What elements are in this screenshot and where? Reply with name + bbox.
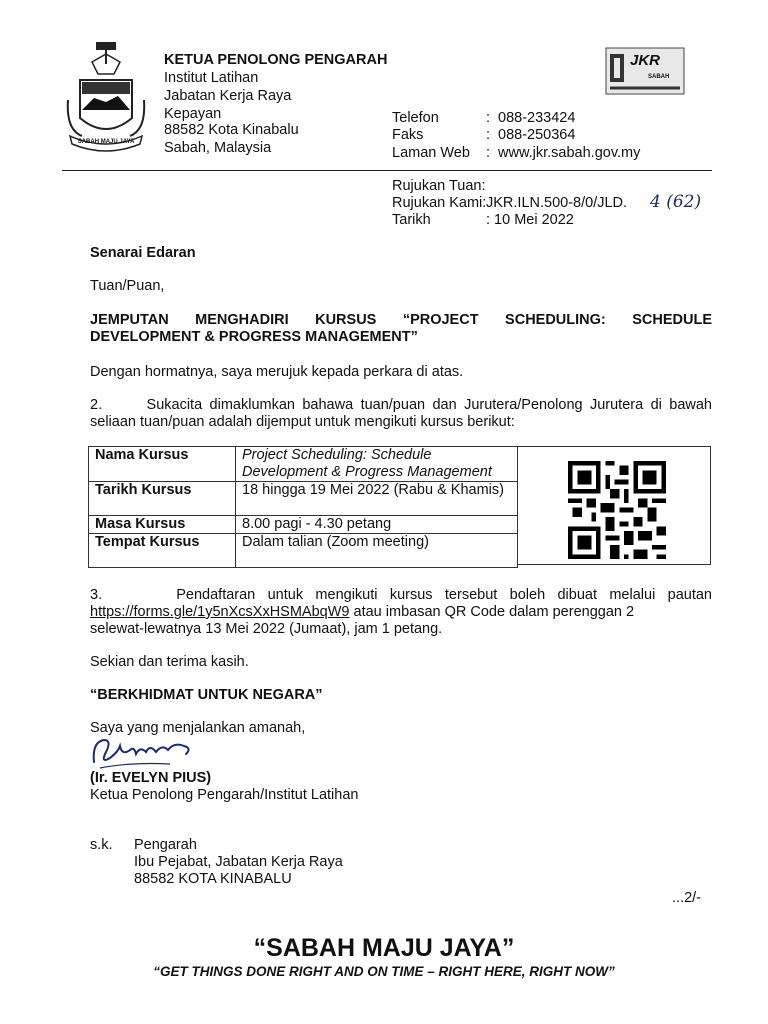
cc-label: s.k. <box>90 837 113 853</box>
rujukan-kami-value: JKR.ILN.500-8/0/JLD. <box>486 195 628 211</box>
address-line: Jabatan Kerja Raya <box>164 88 292 104</box>
rujukan-tuan-label: Rujukan Tuan: <box>392 178 486 194</box>
para2-line-1: 2. Sukacita dimaklumkan bahawa tuan/puan dan Jurutera/Penolong Jurutera di bawah <box>90 397 712 413</box>
jkr-logo-text: JKR <box>630 52 661 69</box>
tarikh-label: Tarikh <box>392 212 431 228</box>
crest-caption: SABAH MAJU JAYA <box>77 139 135 145</box>
address-line: Institut Latihan <box>164 70 259 86</box>
signer-name: (Ir. EVELYN PIUS) <box>90 770 212 786</box>
course-table <box>88 446 518 568</box>
para3-line-3: selewat-lewatnya 13 Mei 2022 (Jumaat), jam 1 petang. <box>90 621 443 637</box>
intro-paragraph: Dengan hormatnya, saya merujuk kepada perkara di atas. <box>90 364 464 380</box>
subject-line-1: JEMPUTAN MENGHADIRI KURSUS “PROJECT SCHEDULING: SCHEDULE <box>90 312 712 328</box>
salutation: Tuan/Puan, <box>90 278 165 294</box>
recipient: Senarai Edaran <box>90 245 196 261</box>
table-row <box>89 482 518 516</box>
course-label: Tarikh Kursus <box>89 482 236 516</box>
signature-icon <box>90 732 200 772</box>
signer-title: Ketua Penolong Pengarah/Institut Latihan <box>90 787 359 803</box>
jkr-logo-subtext: SABAH <box>648 74 670 80</box>
course-value: 8.00 pagi - 4.30 petang <box>236 516 518 534</box>
footer-slogan: “SABAH MAJU JAYA” <box>253 934 515 962</box>
registration-link[interactable]: https://forms.gle/1y5nXcsXxHSMAbqW9 <box>90 604 350 620</box>
course-value: Dalam talian (Zoom meeting) <box>236 534 518 568</box>
contact-value-faks: 088-250364 <box>498 127 576 143</box>
tarikh-value: : 10 Mei 2022 <box>486 212 574 228</box>
sign-off: Saya yang menjalankan amanah, <box>90 720 306 736</box>
subject-line-2: DEVELOPMENT & PROGRESS MANAGEMENT” <box>90 329 418 345</box>
closing-text: Sekian dan terima kasih. <box>90 654 249 670</box>
para3-line-2-text: atau imbasan QR Code dalam perenggan 2 <box>349 604 635 620</box>
contact-colon: : <box>486 110 491 126</box>
qr-code-icon[interactable] <box>566 461 668 559</box>
letterhead-title: KETUA PENOLONG PENGARAH <box>164 52 388 68</box>
contact-label-faks: Faks <box>392 127 424 143</box>
header-divider <box>62 170 712 171</box>
footer-tagline: “GET THINGS DONE RIGHT AND ON TIME – RIGHT HERE, RIGHT NOW” <box>153 964 615 979</box>
cc-line: Ibu Pejabat, Jabatan Kerja Raya <box>134 854 343 870</box>
address-line: Sabah, Malaysia <box>164 140 272 156</box>
table-row <box>89 516 518 534</box>
contact-value-telefon: 088-233424 <box>498 110 576 126</box>
contact-label-telefon: Telefon <box>392 110 439 126</box>
address-line: Kepayan <box>164 106 222 122</box>
contact-colon: : <box>486 145 491 161</box>
address-line: 88582 Kota Kinabalu <box>164 122 299 138</box>
course-label: Tempat Kursus <box>89 534 236 568</box>
contact-value-website: www.jkr.sabah.gov.my <box>498 145 641 161</box>
table-row <box>89 447 518 482</box>
motto: “BERKHIDMAT UNTUK NEGARA” <box>90 687 323 703</box>
jkr-logo <box>604 46 686 96</box>
para2-line-2: seliaan tuan/puan adalah dijemput untuk mengikuti kursus berikut: <box>90 414 515 430</box>
cc-line: 88582 KOTA KINABALU <box>134 871 292 887</box>
para3-line-2 <box>90 604 712 621</box>
rujukan-kami-handwritten: 4 (62) <box>650 192 702 212</box>
para3-line-1: 3. Pendaftaran untuk mengikuti kursus tersebut boleh dibuat melalui pautan <box>90 587 712 603</box>
course-value: Project Scheduling: Schedule Development & Progress Management <box>236 447 518 482</box>
course-label: Nama Kursus <box>89 447 236 482</box>
rujukan-kami-label: Rujukan Kami: <box>392 195 487 211</box>
contact-label-website: Laman Web <box>392 145 470 161</box>
page-marker: ...2/- <box>672 890 702 906</box>
course-label: Masa Kursus <box>89 516 236 534</box>
course-value: 18 hingga 19 Mei 2022 (Rabu & Khamis) <box>236 482 518 516</box>
contact-colon: : <box>486 127 491 143</box>
table-row <box>89 534 518 568</box>
cc-line: Pengarah <box>134 837 197 853</box>
